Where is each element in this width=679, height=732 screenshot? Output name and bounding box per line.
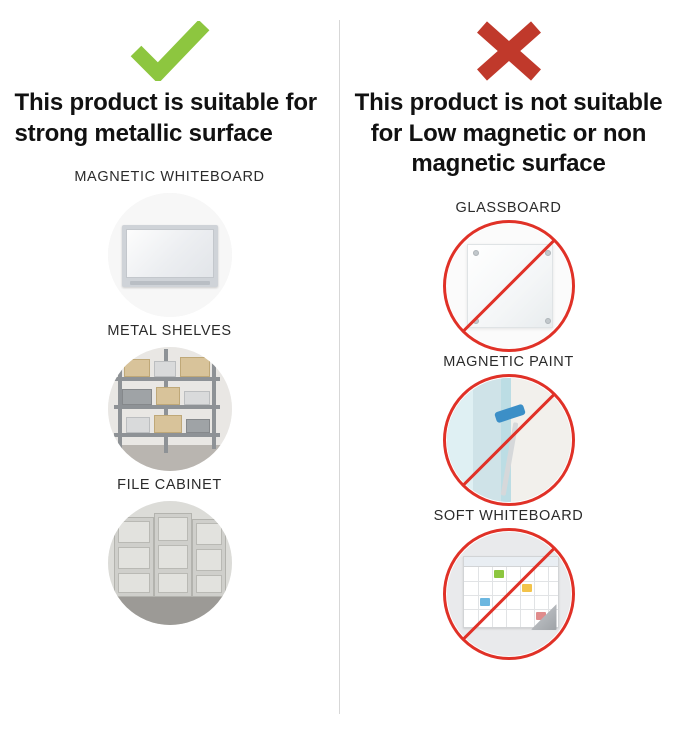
magnetic-paint-photo [447, 378, 571, 502]
file-cabinet-photo [108, 501, 232, 625]
suitable-heading: This product is suitable for strong metallic surface [14, 89, 317, 147]
not-suitable-column [339, 0, 678, 732]
item-label: MAGNETIC WHITEBOARD [74, 169, 265, 186]
item-label: FILE CABINET [117, 477, 222, 494]
item-label: SOFT WHITEBOARD [433, 508, 584, 525]
item-label: GLASSBOARD [455, 200, 562, 217]
glassboard-photo [447, 224, 571, 348]
check-mark-icon [128, 18, 212, 84]
item-label: MAGNETIC PAINT [443, 354, 574, 371]
suitable-column [0, 0, 339, 732]
list-item [107, 323, 231, 471]
soft-whiteboard-photo [447, 532, 571, 656]
cross-mark-icon [474, 18, 544, 84]
list-item [74, 169, 264, 317]
list-item [108, 477, 232, 625]
magnetic-whiteboard-photo [108, 193, 232, 317]
column-divider [339, 20, 340, 714]
list-item [443, 354, 574, 502]
not-suitable-heading: This product is not suitable for Low magnetic or non magnetic surface [354, 89, 663, 178]
metal-shelves-photo [108, 347, 232, 471]
item-label: METAL SHELVES [107, 323, 232, 340]
list-item [447, 200, 571, 348]
list-item [434, 508, 584, 656]
